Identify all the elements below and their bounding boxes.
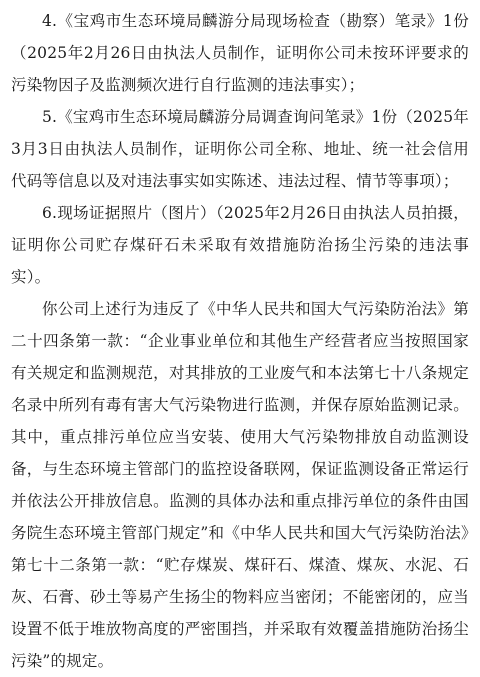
- evidence-item-5: 5.《宝鸡市生态环境局麟游分局调查询问笔录》1份（2025年3月3日由执法人员制作，证明你公司全称、地址、统一社会信用代码等信息以及对违法事实如实陈述、违法过程、情节等事项）；: [11, 108, 469, 190]
- evidence-item-4: 4.《宝鸡市生态环境局麟游分局现场检查（勘察）笔录》1份（2025年2月26日由执法人员制作，证明你公司未按环评要求的污染物因子及监测频次进行自行监测的违法事实）；: [11, 12, 469, 94]
- violation-statement: 你公司上述行为违反了《中华人民共和国大气污染防治法》第二十四条第一款：“企业事业单位和其他生产经营者应当按照国家有关规定和监测规范，对其排放的工业废气和本法第七十八条规定名录中所列有毒有害大气污染物进行监测，并保存原始监测记录。其中，重点排污单位应当安装、使用大气污染物排放自动监测设备，与生态环境主管部门的监控设备联网，保证监测设备正常运行并依法公开排放信息。监测的具体办法和重点排污单位的条件由国务院生态环境主管部门规定”和《中华人民共和国大气污染防治法》第七十二条第一款：“贮存煤炭、煤矸石、煤渣、煤灰、水泥、石灰、石膏、砂土等易产生扬尘的物料应当密闭；不能密闭的，应当设置不低于堆放物高度的严密围挡，并采取有效覆盖措施防治扬尘污染”的规定。: [11, 300, 469, 670]
- evidence-item-6: 6.现场证据照片（图片）（2025年2月26日由执法人员拍摄，证明你公司贮存煤矸石未采取有效措施防治扬尘污染的违法事实）。: [11, 204, 469, 286]
